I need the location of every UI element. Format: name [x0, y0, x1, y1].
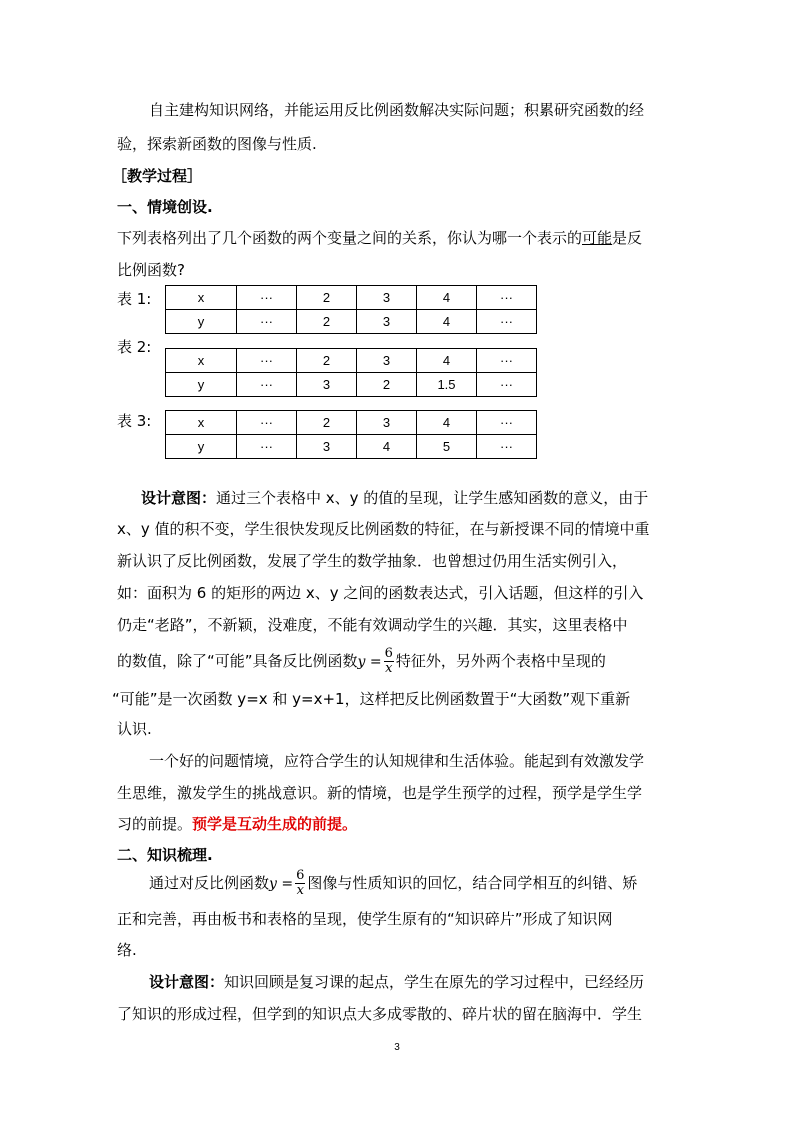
- question-text-a: 下列表格列出了几个函数的两个变量之间的关系，你认为哪一个表示的: [117, 229, 583, 247]
- knowledge-line-1: [149, 868, 637, 899]
- table-1: [165, 285, 537, 334]
- intent-label: 设计意图：: [149, 973, 225, 991]
- cell: 4: [357, 435, 417, 459]
- formula-fraction: [384, 647, 394, 676]
- table1-label: 表 1:: [117, 290, 152, 308]
- design-text: 通过三个表格中 x、y 的值的呈现，让学生感知函数的意义，由于: [216, 489, 649, 507]
- design-line-8: 认识.: [117, 720, 152, 738]
- formula-numerator: 6: [296, 868, 305, 883]
- cell: y: [166, 435, 237, 459]
- cell: x: [166, 411, 237, 435]
- intro-line-1: 自主建构知识网络，并能运用反比例函数解决实际问题；积累研究函数的经: [149, 101, 645, 119]
- heading-knowledge: 二、知识梳理.: [117, 846, 213, 864]
- table-row-y: [166, 373, 537, 397]
- knowledge-line-2: 正和完善，再由板书和表格的呈现，使学生原有的“知识碎片”形成了知识网: [117, 910, 613, 928]
- cell: ···: [477, 349, 537, 373]
- table3-label: 表 3:: [117, 412, 152, 430]
- cell: ···: [237, 310, 297, 334]
- heading-teaching-process: ［教学过程］: [112, 167, 203, 185]
- table-3: [165, 410, 537, 459]
- formula-denominator: x: [385, 661, 393, 676]
- cell: ···: [477, 286, 537, 310]
- table-2: [165, 348, 537, 397]
- knowledge-text-b: 图像与性质知识的回忆，结合同学相互的纠错、矫: [307, 874, 638, 892]
- formula-denominator: x: [296, 883, 304, 898]
- para-line-3: [117, 814, 357, 834]
- cell: ···: [477, 373, 537, 397]
- table2-label: 表 2:: [117, 338, 152, 356]
- cell: 4: [417, 286, 477, 310]
- question-line-2: 比例函数?: [117, 261, 185, 279]
- cell: 3: [357, 286, 417, 310]
- cell: 2: [297, 349, 357, 373]
- page-number: 3: [394, 1042, 400, 1053]
- cell: 3: [357, 310, 417, 334]
- design-line-6: [117, 646, 606, 677]
- emphasis-text: 预学是互动生成的前提。: [192, 815, 358, 833]
- design-line-3: 新认识了反比例函数，发展了学生的数学抽象．也曾想过仍用生活实例引入，: [117, 552, 628, 570]
- cell: ···: [237, 349, 297, 373]
- table-row-x: [166, 411, 537, 435]
- cell: 3: [357, 411, 417, 435]
- design-line-5: 仍走“老路”，不新颖，没难度，不能有效调动学生的兴趣．其实，这里表格中: [117, 616, 628, 634]
- cell: 2: [297, 310, 357, 334]
- design-label: 设计意图：: [141, 489, 217, 507]
- cell: ···: [237, 373, 297, 397]
- cell: 2: [297, 411, 357, 435]
- para-line-1: 一个好的问题情境，应符合学生的认知规律和生活体验。能起到有效激发学: [149, 752, 645, 770]
- cell: 3: [357, 349, 417, 373]
- cell: ···: [477, 411, 537, 435]
- question-line-1: [117, 228, 642, 248]
- knowledge-line-3: 络.: [117, 941, 137, 959]
- intent-text: 知识回顾是复习课的起点，学生在原先的学习过程中，已经经历: [224, 973, 645, 991]
- intro-line-2: 验，探索新函数的图像与性质.: [117, 135, 317, 153]
- formula-fraction: [295, 869, 305, 898]
- formula-lhs: y =: [357, 654, 382, 670]
- cell: y: [166, 373, 237, 397]
- design-line-1: [141, 488, 648, 508]
- table-row-y: [166, 310, 537, 334]
- formula-numerator: 6: [384, 646, 393, 661]
- intent-line-2: 了知识的形成过程，但学到的知识点大多成零散的、碎片状的留在脑海中．学生: [117, 1005, 643, 1023]
- question-text-b: 是反: [612, 229, 643, 247]
- para-line-2: 生思维，激发学生的挑战意识。新的情境，也是学生预学的过程，预学是学生学: [117, 784, 643, 802]
- cell: 2: [297, 286, 357, 310]
- cell: 4: [417, 349, 477, 373]
- cell: ···: [237, 286, 297, 310]
- formula-lhs: y =: [269, 876, 294, 892]
- cell: 2: [357, 373, 417, 397]
- cell: 3: [297, 435, 357, 459]
- cell: 4: [417, 310, 477, 334]
- table-row-x: [166, 286, 537, 310]
- intent-line-1: [149, 972, 644, 992]
- cell: x: [166, 286, 237, 310]
- table-row-y: [166, 435, 537, 459]
- cell: 4: [417, 411, 477, 435]
- table-row-x: [166, 349, 537, 373]
- cell: 5: [417, 435, 477, 459]
- cell: ···: [237, 435, 297, 459]
- cell: ···: [477, 435, 537, 459]
- design-line-7: “可能”是一次函数 y=x 和 y=x+1，这样把反比例函数置于“大函数”观下重新: [112, 690, 631, 708]
- cell: ···: [237, 411, 297, 435]
- question-underlined: 可能: [582, 229, 613, 247]
- para-text: 习的前提。: [117, 815, 193, 833]
- design-text-b: 特征外，另外两个表格中呈现的: [395, 652, 606, 670]
- cell: x: [166, 349, 237, 373]
- cell: y: [166, 310, 237, 334]
- design-line-2: x、y 值的积不变，学生很快发现反比例函数的特征，在与新授课不同的情境中重: [117, 520, 650, 538]
- cell: 1.5: [417, 373, 477, 397]
- cell: ···: [477, 310, 537, 334]
- knowledge-text-a: 通过对反比例函数: [149, 874, 270, 892]
- heading-situation: 一、情境创设.: [117, 198, 213, 216]
- cell: 3: [297, 373, 357, 397]
- design-line-4: 如：面积为 6 的矩形的两边 x、y 之间的函数表达式，引入话题，但这样的引入: [117, 584, 644, 602]
- design-text-a: 的数值，除了“可能”具备反比例函数: [117, 652, 358, 670]
